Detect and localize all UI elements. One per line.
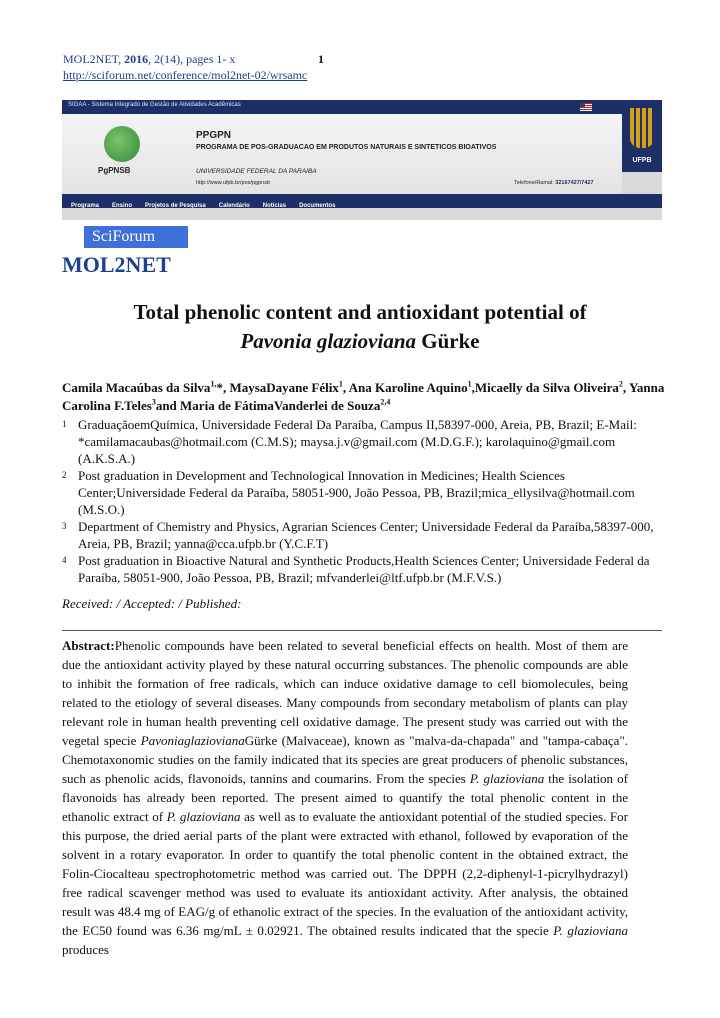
author-5: , Yanna Carolina F.Teles: [62, 380, 665, 413]
program-name: PROGRAMA DE POS-GRADUACAO EM PRODUTOS NATURAIS E SINTETICOS BIOATIVOS: [196, 144, 497, 151]
author-2: MaysaDayane Félix: [229, 380, 339, 395]
affiliation-2-num: 2: [62, 470, 67, 480]
journal-name: MOL2NET: [63, 52, 119, 66]
program-phone: [514, 180, 594, 186]
author-5-sup: 3: [151, 397, 156, 407]
banner-body: [62, 114, 622, 194]
affiliation-4: [62, 552, 672, 586]
banner-nav-projetos: Projetos de Pesquisa: [145, 203, 206, 209]
affiliation-4-num: 4: [62, 555, 67, 565]
pgpnsb-logo-text: PgPNSB: [98, 166, 131, 175]
program-url: http://www.ufpb.br/pos/pgpnsb: [196, 180, 270, 186]
abstract-species-2: P. glazioviana: [166, 809, 241, 824]
affiliation-3-num: 3: [62, 521, 67, 531]
author-1-sup: 1,: [210, 379, 217, 389]
abstract-species-3: P. glazioviana: [553, 923, 629, 938]
abstract-species-1: P. glazioviana: [469, 771, 545, 786]
abstract: [62, 636, 628, 959]
ufpb-label: UFPB: [632, 157, 652, 164]
banner-nav-documentos: Documentos: [299, 203, 336, 209]
ufpb-shield-icon: [630, 108, 654, 148]
author-2-sup: 1: [338, 379, 343, 389]
author-6-sup: 2,4: [380, 397, 391, 407]
university-name: UNIVERSIDADE FEDERAL DA PARAIBA: [196, 168, 317, 175]
banner-nav-ensino: Ensino: [112, 203, 133, 209]
phone-label: Telefone/Ramal:: [514, 180, 554, 186]
author-3: , Ana Karoline Aquino: [342, 380, 468, 395]
abstract-part-2: Gürke (Malvaceae), known as "malva-da-chapada" and "tampa-cabaça". Chemotaxonomic studies on the family indicated that its species are great producers of phenolic substances, such as phenolic acids, flavonoids, tannins and coumarins. From the species: [62, 733, 628, 786]
affiliation-1: [62, 416, 672, 467]
program-banner: [62, 100, 662, 220]
affiliation-1-text: GraduaçãoemQuímica, Universidade Federal Da Paraíba, Campus II,58397-000, Areia, PB, Brazil; E-Mail: *camilamacaubas@hotmail.com (C.M.S); maysa.j.v@gmail.com (M.D.G.F.); karolaquino@gmail.com (A.K.S.A.): [78, 417, 637, 466]
banner-nav-programa: Programa: [71, 203, 100, 209]
conference-link[interactable]: http://sciforum.net/conference/mol2net-02/wrsamc: [63, 68, 308, 82]
divider: [62, 630, 662, 631]
program-code: PPGPN: [196, 130, 232, 141]
journal-year: 2016: [124, 52, 149, 66]
page-number: 1: [318, 52, 324, 66]
affiliation-3-text: Department of Chemistry and Physics, Agrarian Sciences Center; Universidade Federal da Paraíba,58397-000, Areia, PB, Brazil; yanna@cca.ufpb.br (Y.C.F.T): [78, 519, 654, 551]
abstract-part-3: the isolation of flavonoids has already been reported. The present aimed to quantify the total phenolic content in the ethanolic extract of: [62, 771, 628, 824]
affiliation-4-text: Post graduation in Bioactive Natural and Synthetic Products,Health Sciences Center; Universidade Federal da Paraíba, 58051-900, João Pessoa, PB, Brazil; mfvanderlei@ltf.ufpb.br (M.F.V.S.): [78, 553, 650, 585]
sciforum-badge: SciForum: [84, 226, 188, 248]
banner-system-text: SIGAA - Sistema Integrado de Gestão de Atividades Acadêmicas: [68, 102, 241, 108]
banner-system-bar: [62, 100, 662, 114]
abstract-part-4: as well as to evaluate the antioxidant potential of the studied species. For this purpose, the dried aerial parts of the plant were extracted with ethanol, followed by evaporation of the solvent in a rotary evaporator. In order to quantify the total phenolic content in the obtained extract, the Folin-Ciocalteau spectrophotometric method was carried out. The DPPH (2,2-diphenyl-1-picrylhydrazyl) free radical scavenger method was used to evaluate its antioxidant activity. After analysis, the obtained result was 48.4 mg of EAG/g of ethanolic extract of the species. In the evaluation of the antioxidant activity, the EC50 found was 6.36 mg/mL ± 0.02921. The obtained results indicated that the specie: [62, 809, 628, 938]
journal-citation: MOL2NET, 2016, 2(14), pages 1- x: [63, 52, 236, 66]
us-flag-icon: [580, 103, 592, 111]
abstract-part-5: produces: [62, 942, 109, 957]
title-species: Pavonia glazioviana: [240, 329, 416, 353]
ufpb-crest: [622, 100, 662, 172]
author-6: and Maria de FátimaVanderlei de Souza: [155, 398, 381, 413]
affiliation-2-text: Post graduation in Development and Technological Innovation in Medicines; Health Sciences Center;Universidade Federal da Paraíba, 58051-900, João Pessoa, PB, Brazil;mica_ellysilva@hotmail.com (M.S.O.): [78, 468, 635, 517]
author-3-sup: 1: [467, 379, 472, 389]
mol2net-heading: MOL2NET: [62, 252, 171, 277]
author-4: ,Micaelly da Silva Oliveira: [471, 380, 619, 395]
title-line-1: Total phenolic content and antioxidant potential of: [133, 300, 587, 324]
affiliation-1-num: 1: [62, 419, 67, 429]
affiliation-3: [62, 518, 672, 552]
abstract-part-1: Phenolic compounds have been related to several beneficial effects on health. Most of them are due the antioxidant activity played by these natural occurring substances. The phenolic compounds are able to inhibit the formation of free radicals, which can induce oxidative damage to cell biomolecules, being related to the etiology of several diseases. Many compounds from secondary metabolism of plants can play relevant role in human health preventing cell oxidative damage. The present study was carried out with the vegetal specie: [62, 638, 628, 748]
affiliation-2: [62, 467, 672, 518]
author-4-sup: 2: [618, 379, 623, 389]
banner-nav: [62, 194, 662, 208]
author-1: Camila Macaúbas da Silva: [62, 380, 211, 395]
abstract-label: Abstract:: [62, 638, 115, 653]
banner-nav-calendario: Calendário: [218, 203, 250, 209]
author-1-star: *,: [216, 380, 230, 395]
received-dates: Received: / Accepted: / Published:: [62, 596, 242, 611]
paper-title: [0, 298, 720, 356]
journal-pages: , 2(14), pages 1- x: [148, 52, 236, 66]
author-list: [62, 379, 672, 415]
title-author-name: Gürke: [421, 329, 480, 353]
phone-value: 32167427/7427: [555, 180, 594, 186]
pgpnsb-logo-icon: [104, 126, 140, 162]
title-line-2: [0, 327, 720, 356]
banner-nav-noticias: Notícias: [262, 203, 287, 209]
abstract-species-joined: Pavoniaglazioviana: [140, 733, 245, 748]
